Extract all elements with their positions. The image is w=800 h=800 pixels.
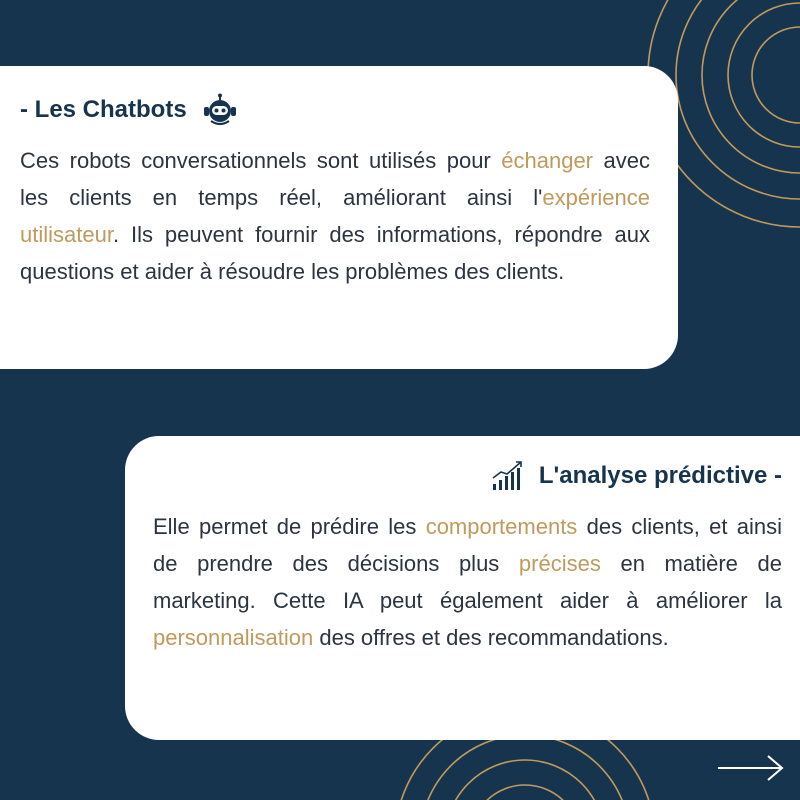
predictive-heading [153,460,782,492]
chatbots-card [0,66,678,369]
ring-top-3 [702,0,800,173]
ring-bottom-1 [470,785,580,800]
chart-growth-icon [491,460,525,492]
ring-top-1 [752,27,800,123]
predictive-description: Elle permet de prédire les comportements des clients, et ainsi de prendre des décisions plus précises en matière de marketing. Cette IA peut également aider à améliorer la personnalisation des offres et des recommandations. [153,514,783,650]
highlight-precises: précises [518,551,601,576]
robot-icon [201,93,239,127]
highlight-echanger: échanger [501,148,594,173]
highlight-comportements: comportements [425,514,578,539]
highlight-personnalisation: personnalisation [153,625,314,650]
ring-top-4 [676,0,800,199]
highlight-experience-utilisateur: expérience utilisateur [20,185,650,247]
chatbots-title: - Les Chatbots [20,96,187,123]
chatbots-heading [20,94,650,126]
predictive-title: L'analyse prédictive - [538,462,782,489]
arrow-right-icon[interactable] [716,752,786,784]
predictive-card [125,436,800,740]
ring-top-2 [728,3,800,147]
ring-bottom-2 [445,760,605,800]
chatbots-description: Ces robots conversationnels sont utilisés pour échanger avec les clients en temps réel, améliorant ainsi l'expérience utilisateur. Ils peuvent fournir des informations, répondre aux questions et aider à résoudre les problèmes des clients. [20,148,650,284]
ring-bottom-3 [420,735,630,800]
